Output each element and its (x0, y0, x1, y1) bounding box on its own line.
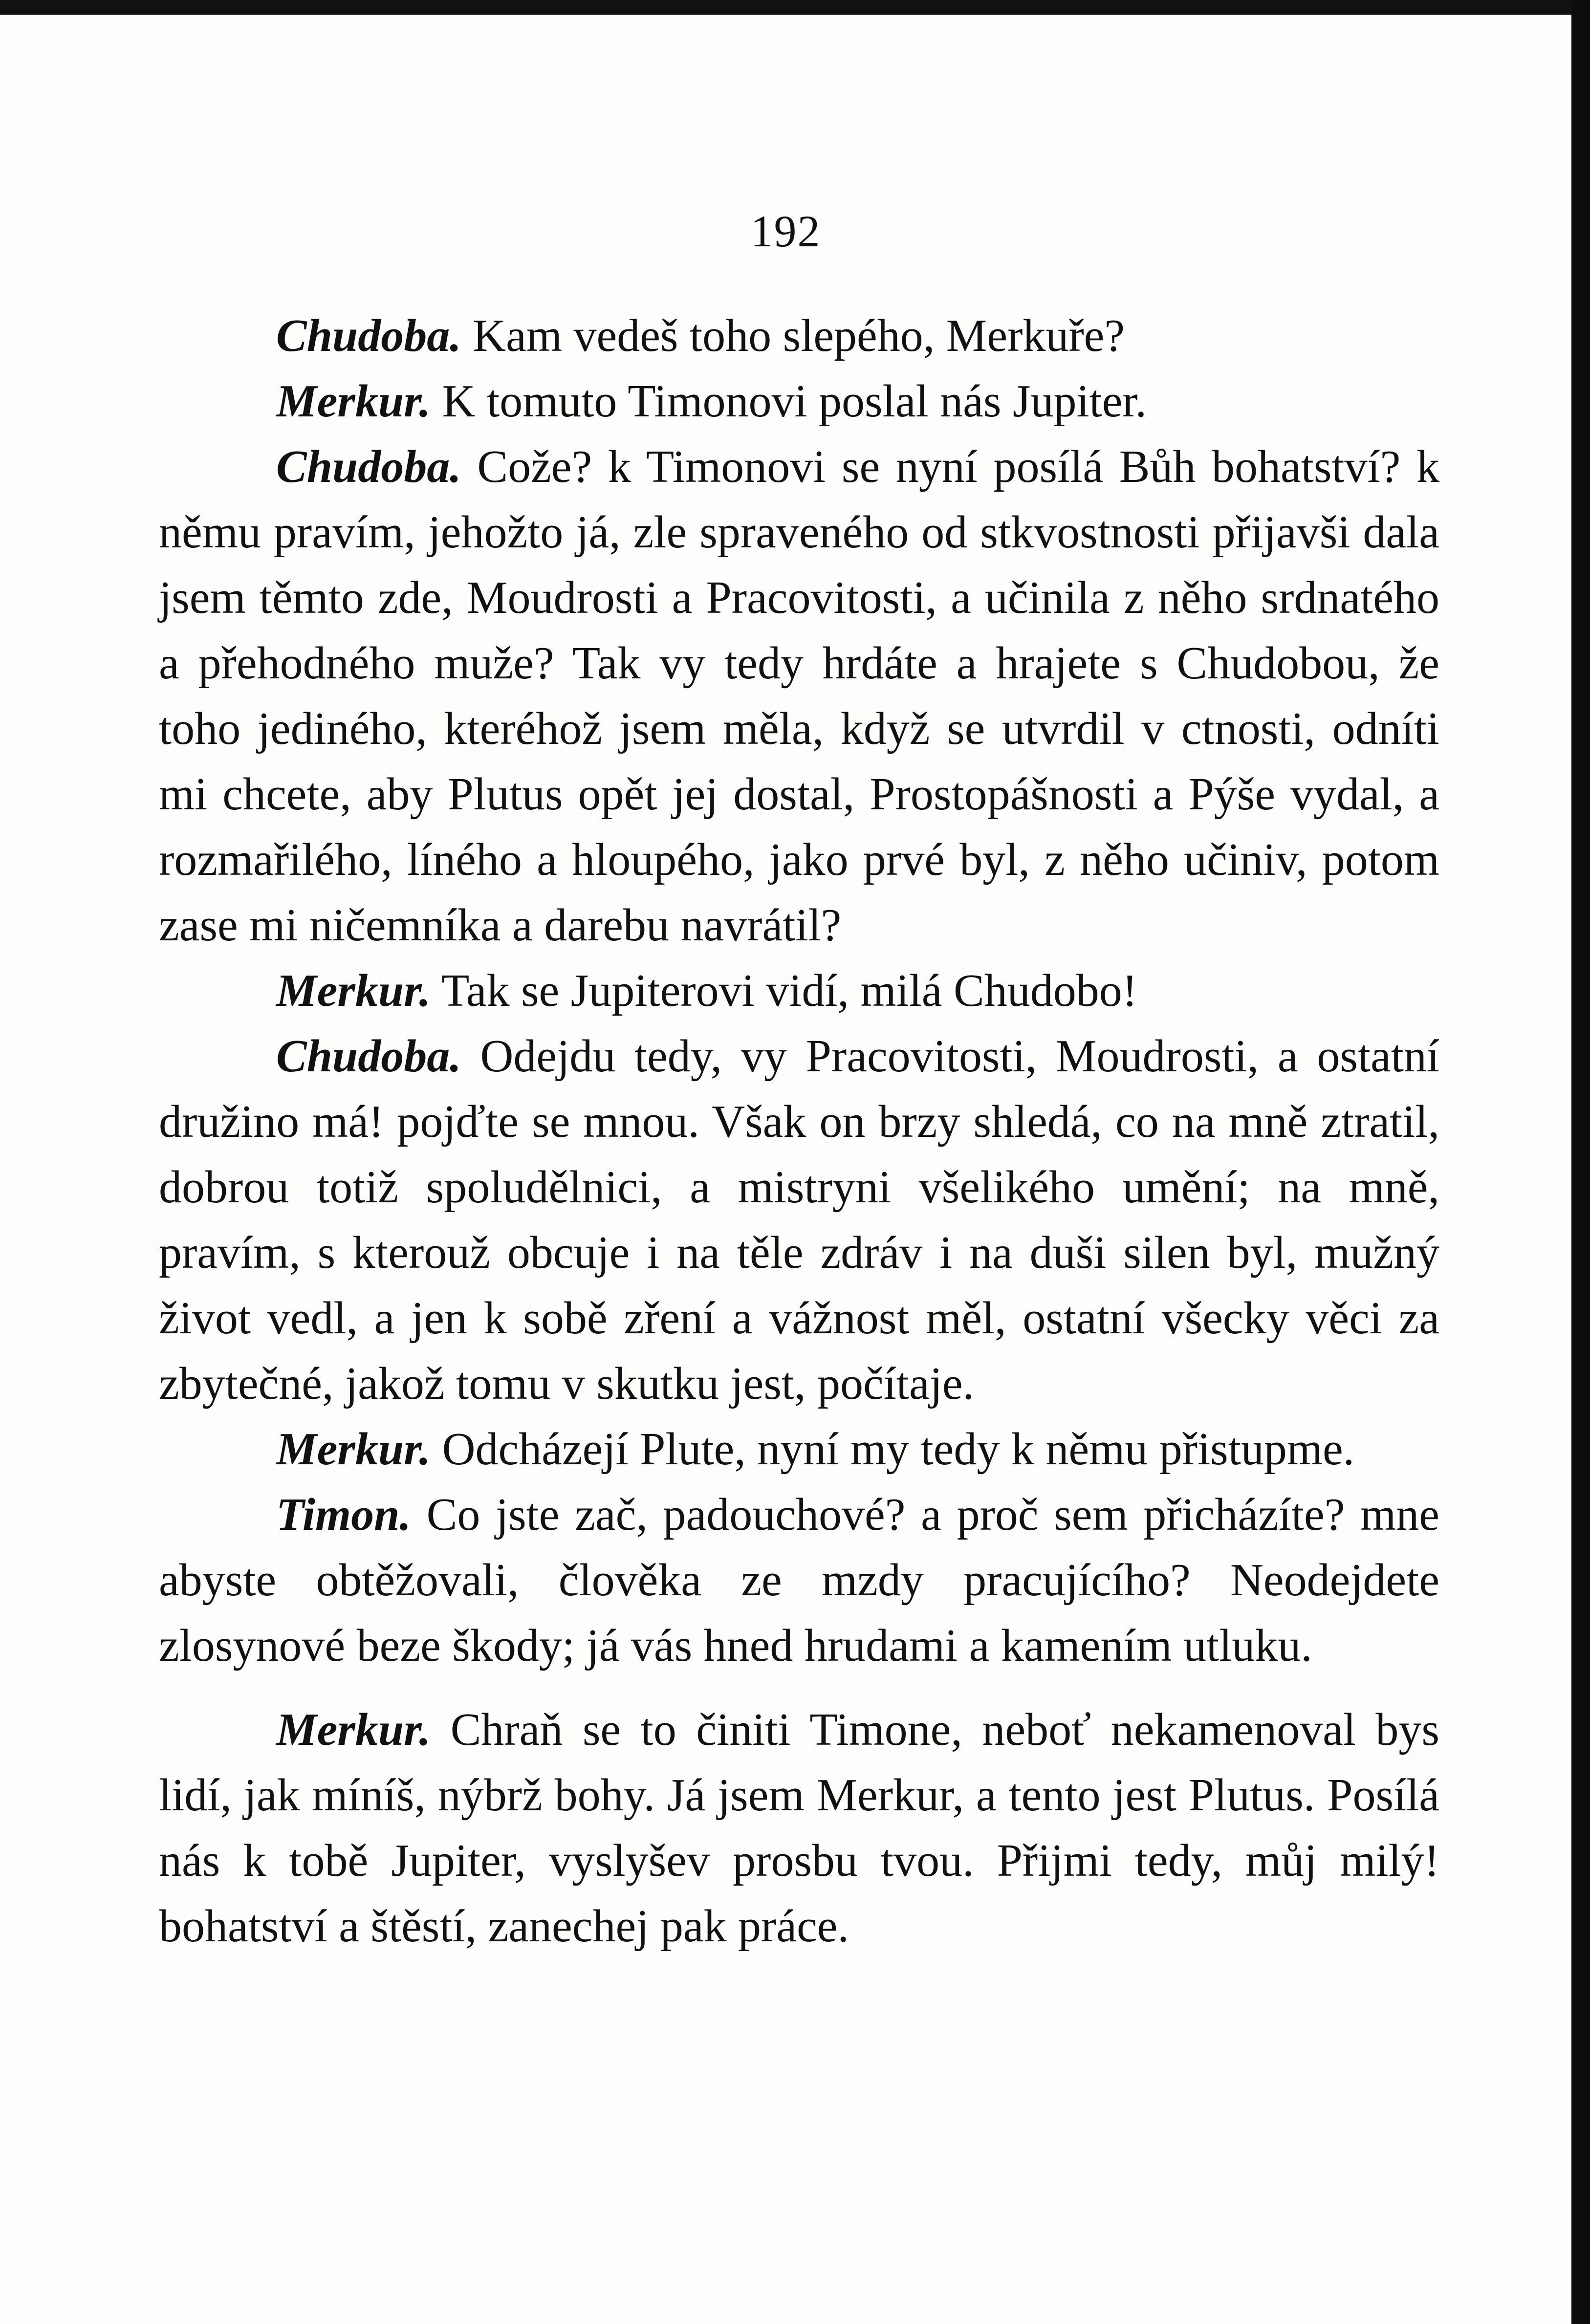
speaker-name: Merkur. (276, 376, 431, 427)
page-number: 192 (750, 206, 821, 256)
paragraph (159, 1697, 1439, 1959)
body-text (159, 303, 1439, 1959)
dialogue-text: Chraň se to činiti Timone, neboť nekamenoval bys lidí, jak míníš, nýbrž bohy. Já jsem Merkur, a tento jest Plutus. Posílá nás k tobě Jupiter, vyslyšev prosbu tvou. Přijmi tedy, můj milý! bohatství a štěstí, zanechej pak práce. (159, 1704, 1440, 1952)
speaker-name: Merkur. (276, 965, 431, 1016)
dialogue-text: Odcházejí Plute, nyní my tedy k němu přistupme. (442, 1424, 1355, 1475)
paragraph (159, 1023, 1439, 1416)
scan-right-edge (1571, 0, 1590, 2324)
speaker-name: Chudoba. (276, 1031, 461, 1082)
dialogue-text: Cože? k Timonovi se nyní posílá Bůh bohatství? k němu pravím, jehožto já, zle spraveného od stkvostnosti přijavši dala jsem těmto zde, Moudrosti a Pracovitosti, a učinila z něho srdnatého a přehodného muže? Tak vy tedy hrdáte a hrajete s Chudobou, že toho jediného, kteréhož jsem měla, když se utvrdil v ctnosti, odníti mi chcete, aby Plutus opět jej dostal, Prostopášnosti a Pýše vydal, a rozmařilého, líného a hloupého, jako prvé byl, z něho učiniv, potom zase mi ničemníka a darebu navrátil? (159, 441, 1440, 951)
speaker-name: Chudoba. (276, 441, 461, 492)
paragraph (159, 434, 1439, 958)
paragraph (159, 369, 1439, 434)
paragraph (159, 303, 1439, 369)
speaker-name: Merkur. (276, 1424, 431, 1475)
dialogue-text: Tak se Jupiterovi vidí, milá Chudobo! (441, 965, 1138, 1016)
paragraph (159, 1416, 1439, 1482)
dialogue-text: Co jste zač, padouchové? a proč sem přicházíte? mne abyste obtěžovali, člověka ze mzdy pracujícího? Neodejdete zlosynové beze škody; já vás hned hrudami a kamením utluku. (159, 1489, 1440, 1671)
paragraph (159, 958, 1439, 1023)
speaker-name: Merkur. (276, 1704, 431, 1755)
paragraph (159, 1482, 1439, 1678)
speaker-name: Timon. (276, 1489, 411, 1540)
dialogue-text: Kam vedeš toho slepého, Merkuře? (473, 310, 1125, 361)
speaker-name: Chudoba. (276, 310, 461, 361)
scan-top-edge (0, 0, 1590, 15)
dialogue-text: Odejdu tedy, vy Pracovitosti, Moudrosti, a ostatní družino má! pojďte se mnou. Však on brzy shledá, co na mně ztratil, dobrou totiž spoludělnici, a mistryni všelikého umění; na mně, pravím, s kterouž obcuje i na těle zdráv i na duši silen byl, mužný život vedl, a jen k sobě zření a vážnost měl, ostatní všecky věci za zbytečné, jakož tomu v skutku jest, počítaje. (159, 1031, 1439, 1409)
book-page (0, 15, 1571, 2324)
dialogue-text: K tomuto Timonovi poslal nás Jupiter. (442, 376, 1147, 427)
